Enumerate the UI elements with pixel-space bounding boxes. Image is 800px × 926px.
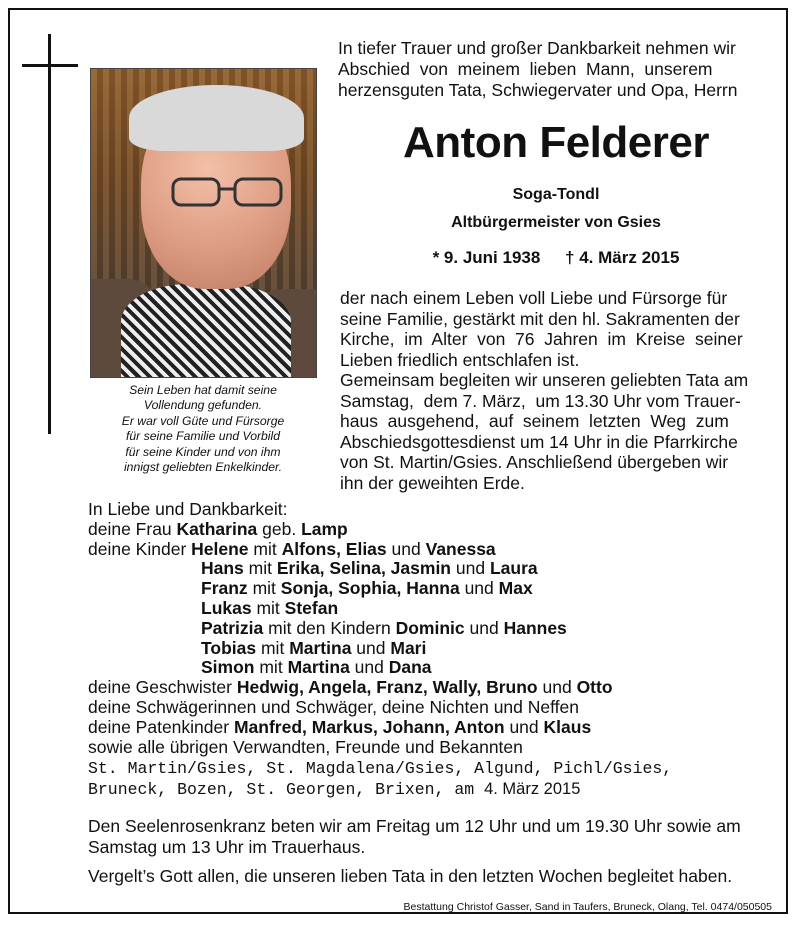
deceased-title: Altbürgermeister von Gsies bbox=[451, 214, 661, 231]
kid-line: Lukas mit Stefan bbox=[201, 597, 339, 618]
glasses-icon bbox=[171, 173, 286, 213]
godchildren-line: deine Patenkinder Manfred, Markus, Johann, Anton und Klaus bbox=[88, 716, 592, 737]
wife-line: deine Frau Katharina geb. Lamp bbox=[88, 518, 348, 539]
body-text: der nach einem Leben voll Liebe und Fürsorge für seine Familie, gestärkt mit den hl. Sakramenten der Kirche, im Alter von 76 Jahren im Kreise seiner Lieben friedlich entschlafen ist. Gemeinsam begleiten wir unseren geliebten Tata am Samstag, dem 7. März, um 13.30 Uhr vom Trauer- haus ausgehend, auf seinem letzten Weg zum Abschiedsgottesdienst um 14 Uhr in die Pfarrkirche von St. Martin/Gsies. Anschließend übergeben wir ihn der geweihten Erde. bbox=[340, 288, 749, 493]
places-line: St. Martin/Gsies, St. Magdalena/Gsies, Algund, Pichl/Gsies, Bruneck, Bozen, St. Georgen, Brixen, am 4. März 2015 bbox=[88, 759, 673, 799]
kids-line: deine Kinder Helene mit Alfons, Elias und Vanessa bbox=[88, 538, 496, 559]
thanks-text: Vergelt’s Gott allen, die unseren lieben Tata in den letzten Wochen begleitet haben. bbox=[88, 866, 733, 886]
deceased-nickname: Soga-Tondl bbox=[512, 186, 600, 203]
relatives-list bbox=[88, 500, 778, 757]
kid-line: Simon mit Martina und Dana bbox=[201, 657, 432, 678]
siblings-line: deine Geschwister Hedwig, Angela, Franz, Wally, Bruno und Otto bbox=[88, 677, 613, 698]
kid-line: Tobias mit Martina und Mari bbox=[201, 637, 427, 658]
intro-text: In tiefer Trauer und großer Dankbarkeit nehmen wir Abschied von meinem lieben Mann, unserem herzensguten Tata, Schwiegervater und Opa, Herrn bbox=[338, 38, 738, 100]
kid-line: Patrizia mit den Kindern Dominic und Hannes bbox=[201, 617, 567, 638]
relatives-opening: In Liebe und Dankbarkeit: bbox=[88, 499, 288, 519]
portrait-photo bbox=[90, 68, 317, 378]
cross-icon-bar bbox=[22, 64, 78, 67]
others-line: sowie alle übrigen Verwandten, Freunde und Bekannten bbox=[88, 736, 523, 757]
death-date: † 4. März 2015 bbox=[565, 248, 680, 267]
deceased-name: Anton Felderer bbox=[403, 118, 709, 167]
life-dates bbox=[340, 248, 772, 268]
cross-icon bbox=[48, 34, 51, 434]
photo-caption: Sein Leben hat damit seine Vollendung gefunden. Er war voll Güte und Fürsorge für seine Familie und Vorbild für seine Kinder und von ihm innigst geliebten Enkelkinder. bbox=[121, 383, 285, 475]
inlaws-line: deine Schwägerinnen und Schwäger, deine Nichten und Neffen bbox=[88, 696, 579, 717]
kid-line: Hans mit Erika, Selina, Jasmin und Laura bbox=[201, 558, 538, 579]
kid-line: Franz mit Sonja, Sophia, Hanna und Max bbox=[201, 578, 533, 599]
funeral-home-footer: Bestattung Christof Gasser, Sand in Taufers, Bruneck, Olang, Tel. 0474/050505 bbox=[403, 901, 772, 913]
rosary-text: Den Seelenrosenkranz beten wir am Freitag um 12 Uhr und um 19.30 Uhr sowie am Samstag um 13 Uhr im Trauerhaus. bbox=[88, 816, 741, 857]
birth-date: * 9. Juni 1938 bbox=[432, 248, 541, 267]
